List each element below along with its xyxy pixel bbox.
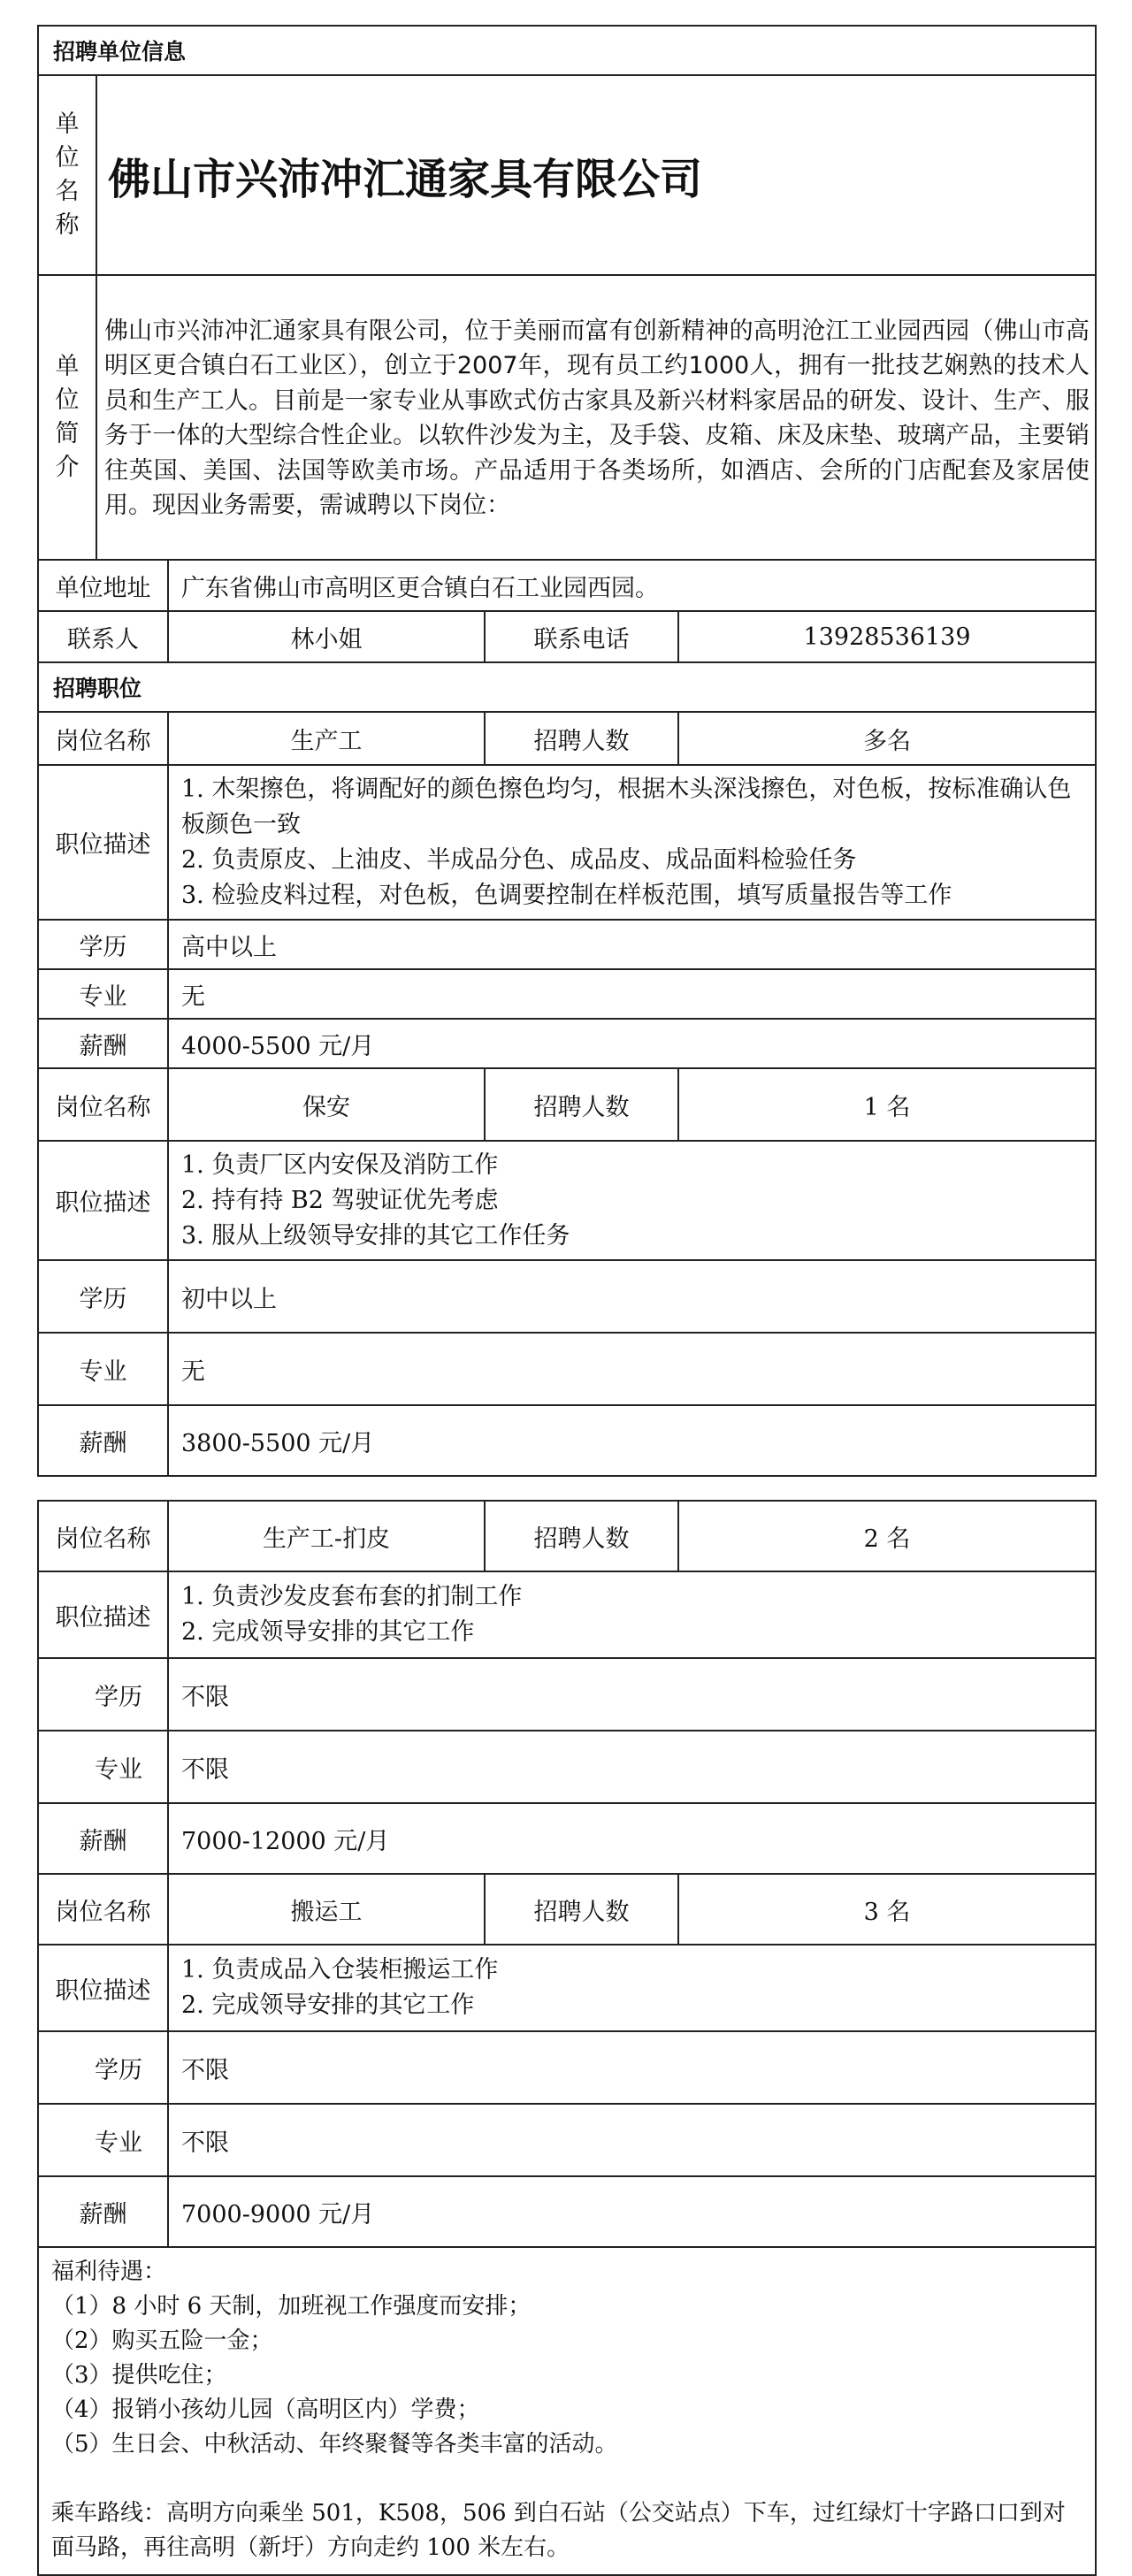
job-1-salary: 4000-5500 元/月	[168, 1019, 1096, 1068]
section-title-jobs: 招聘职位	[38, 662, 1096, 712]
job-4-header-row	[38, 1874, 1096, 1945]
job-4-desc-line: 1. 负责成品入仓装柜搬运工作	[181, 1956, 499, 1984]
job-3-title: 生产工-扪皮	[168, 1501, 485, 1571]
recruitment-document	[37, 25, 1095, 2576]
job-2-education: 初中以上	[168, 1260, 1096, 1333]
job-1-desc-line: 2. 负责原皮、上油皮、半成品分色、成品皮、成品面料检验任务	[181, 845, 857, 874]
position-label: 岗位名称	[38, 1068, 168, 1141]
job-1-description	[168, 765, 1096, 920]
job-2-major: 无	[168, 1333, 1096, 1405]
salary-label: 薪酬	[38, 2176, 168, 2247]
recruitment-table-2	[37, 1500, 1097, 2576]
address-value: 广东省佛山市高明区更合镇白石工业园西园。	[168, 560, 1096, 611]
major-label: 专业	[38, 2104, 168, 2176]
job-2-header-row	[38, 1068, 1096, 1141]
job-4-title: 搬运工	[168, 1874, 485, 1945]
job-3-desc-line: 1. 负责沙发皮套布套的扪制工作	[181, 1583, 523, 1610]
job-2-salary: 3800-5500 元/月	[168, 1405, 1096, 1476]
position-label: 岗位名称	[38, 712, 168, 765]
lbl-company	[39, 108, 96, 242]
job-1-headcount: 多名	[678, 712, 1096, 765]
vertical-label-char: 称	[55, 211, 80, 239]
salary-label: 薪酬	[38, 1019, 168, 1068]
description-label: 职位描述	[38, 1571, 168, 1658]
education-label: 学历	[38, 2031, 168, 2104]
recruitment-table-1	[37, 25, 1097, 1477]
benefits-section	[38, 2247, 1096, 2575]
benefit-item: （4）报销小孩幼儿园（高明区内）学费；	[51, 2396, 480, 2423]
major-label: 专业	[38, 969, 168, 1019]
vertical-label-char: 单	[55, 353, 80, 380]
description-label: 职位描述	[38, 1141, 168, 1260]
job-2-description	[168, 1141, 1096, 1260]
salary-label: 薪酬	[38, 1803, 168, 1874]
vertical-label-char: 位	[55, 386, 80, 414]
vertical-label-char: 位	[55, 144, 80, 172]
company-name: 佛山市兴沛冲汇通家具有限公司	[96, 75, 1096, 275]
headcount-label: 招聘人数	[485, 712, 678, 765]
job-2-desc-line: 3. 服从上级领导安排的其它工作任务	[181, 1221, 570, 1250]
job-4-education: 不限	[168, 2031, 1096, 2104]
bus-route: 乘车路线：高明方向乘坐 501，K508，506 到白石站（公交站点）下车，过红绿灯十字路口口到对面马路，再往高明（新圩）方向走约 100 米左右。	[51, 2500, 1066, 2561]
lbl-intro	[39, 350, 96, 485]
job-1-header-row	[38, 712, 1096, 765]
job-3-major: 不限	[168, 1731, 1096, 1803]
position-label: 岗位名称	[38, 1874, 168, 1945]
headcount-label: 招聘人数	[485, 1501, 678, 1571]
section-title-company: 招聘单位信息	[38, 26, 1096, 75]
job-4-description	[168, 1945, 1096, 2031]
job-1-desc-line: 1. 木架擦色，将调配好的颜色擦色均匀，根据木头深浅擦色，对色板，按标准确认色板颜色一致	[181, 775, 1072, 838]
phone-label: 联系电话	[485, 611, 678, 662]
phone-value: 13928536139	[678, 611, 1096, 662]
education-label: 学历	[38, 920, 168, 969]
major-label: 专业	[38, 1731, 168, 1803]
job-4-salary: 7000-9000 元/月	[168, 2176, 1096, 2247]
company-intro-label	[38, 275, 96, 560]
benefit-item: （5）生日会、中秋活动、年终聚餐等各类丰富的活动。	[51, 2431, 618, 2458]
job-3-desc-line: 2. 完成领导安排的其它工作	[181, 1618, 475, 1646]
job-3-header-row	[38, 1501, 1096, 1571]
job-3-headcount: 2 名	[678, 1501, 1096, 1571]
job-1-desc-line: 3. 检验皮料过程，对色板，色调要控制在样板范围，填写质量报告等工作	[181, 881, 952, 909]
job-4-major: 不限	[168, 2104, 1096, 2176]
contact-label: 联系人	[38, 611, 168, 662]
job-1-major: 无	[168, 969, 1096, 1019]
education-label: 学历	[38, 1658, 168, 1731]
job-2-desc-line: 1. 负责厂区内安保及消防工作	[181, 1150, 499, 1179]
job-3-education: 不限	[168, 1658, 1096, 1731]
job-4-desc-line: 2. 完成领导安排的其它工作	[181, 1991, 475, 2019]
job-3-salary: 7000-12000 元/月	[168, 1803, 1096, 1874]
benefit-item: （2）购买五险一金；	[51, 2328, 273, 2354]
vertical-label-char: 简	[55, 420, 80, 447]
job-2-title: 保安	[168, 1068, 485, 1141]
job-2-desc-line: 2. 持有持 B2 驾驶证优先考虑	[181, 1186, 499, 1214]
company-name-label	[38, 75, 96, 275]
description-label: 职位描述	[38, 1945, 168, 2031]
job-1-title: 生产工	[168, 712, 485, 765]
job-1-education: 高中以上	[168, 920, 1096, 969]
education-label: 学历	[38, 1260, 168, 1333]
job-4-headcount: 3 名	[678, 1874, 1096, 1945]
job-3-description	[168, 1571, 1096, 1658]
vertical-label-char: 介	[55, 454, 80, 481]
benefit-item: （1）8 小时 6 天制，加班视工作强度而安排；	[51, 2293, 532, 2320]
vertical-label-char: 单	[55, 111, 80, 138]
contact-value: 林小姐	[168, 611, 485, 662]
benefit-item: （3）提供吃住；	[51, 2362, 227, 2389]
spacer	[51, 2462, 1082, 2496]
address-label: 单位地址	[38, 560, 168, 611]
major-label: 专业	[38, 1333, 168, 1405]
vertical-label-char: 名	[55, 178, 80, 205]
description-label: 职位描述	[38, 765, 168, 920]
company-intro: 佛山市兴沛冲汇通家具有限公司，位于美丽而富有创新精神的高明沧江工业园西园（佛山市高明区更合镇白石工业区），创立于2007年，现有员工约1000人，拥有一批技艺娴熟的技术人员和生产工人。目前是一家专业从事欧式仿古家具及新兴材料家居品的研发、设计、生产、服务于一体的大型综合性企业。以软件沙发为主，及手袋、皮箱、床及床垫、玻璃产品，主要销往英国、美国、法国等欧美市场。产品适用于各类场所，如酒店、会所的门店配套及家居使用。现因业务需要，需诚聘以下岗位：	[96, 275, 1096, 560]
headcount-label: 招聘人数	[485, 1874, 678, 1945]
salary-label: 薪酬	[38, 1405, 168, 1476]
position-label: 岗位名称	[38, 1501, 168, 1571]
headcount-label: 招聘人数	[485, 1068, 678, 1141]
benefits-title: 福利待遇：	[51, 2259, 167, 2285]
job-2-headcount: 1 名	[678, 1068, 1096, 1141]
